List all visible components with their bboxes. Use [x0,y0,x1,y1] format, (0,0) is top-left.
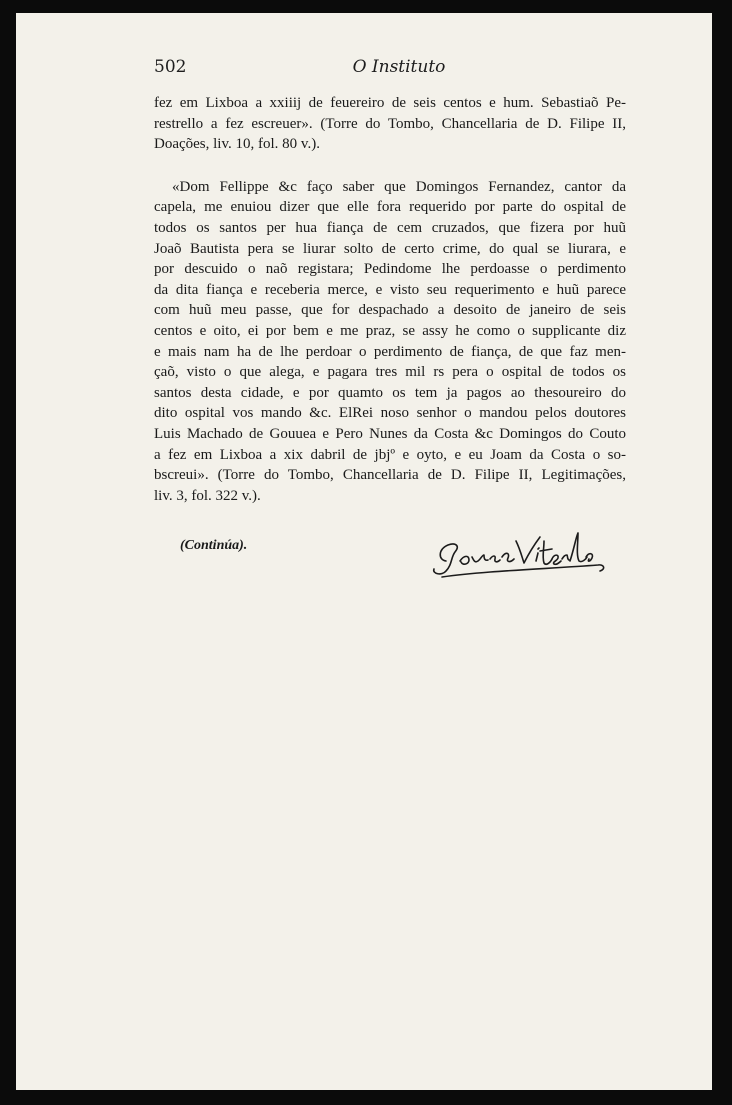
continua-note: (Continúa). [180,538,248,553]
text-line: por descuido o naõ registara; Pedindome lhe perdoasse o perdimento [154,261,626,278]
signature [424,527,614,585]
text-line: Luis Machado de Gouuea e Pero Nunes da Costa &c Domingos do Couto [154,425,626,442]
text-line: çaõ, visto o que alega, e pagara tres mil rs pera o ospital de todos os [154,364,626,381]
text-line: todos os santos per hua fiança de cem cruzados, que fizera por huũ [154,219,626,236]
text-line: Joaõ Bautista pera se liurar solto de certo crime, do qual se liurara, e [154,240,626,257]
text-line: da dita fiança e receberia merce, e visto seu requerimento e huũ parece [154,281,626,298]
text-line: liv. 3, fol. 322 v.). [154,487,261,504]
text-line: com huũ meu passe, que for despachado a desoito de janeiro de seis [154,302,626,319]
text-line: restrello a fez escreuer». (Torre do Tombo, Chancellaria de D. Filipe II, [154,115,626,132]
text-line: a fez em Lixboa a xix dabril de jbjº e oyto, e eu Joam da Costa o so- [154,446,626,463]
body-text [154,93,626,506]
running-title: O Instituto [352,57,446,77]
text-line: e mais nam ha de lhe perdoar o perdimento de fiança, de que faz men- [154,343,626,360]
text-line: Doações, liv. 10, fol. 80 v.). [154,136,320,153]
paragraph-gap [154,155,626,177]
page-number: 502 [154,57,187,77]
text-line: fez em Lixboa a xxiiij de feuereiro de seis centos e hum. Sebastiaõ Pe- [154,95,626,111]
text-line: bscreui». (Torre do Tombo, Chancellaria de D. Filipe II, Legitimações, [154,467,626,484]
text-line: dito ospital vos mando &c. ElRei noso senhor o mandou pelos doutores [154,405,626,422]
text-line: centos e oito, ei por bem e me praz, se assy he como o supplicante diz [154,322,626,339]
page [16,13,712,1090]
text-line: santos desta cidade, e por quamto os tem ja pagos ao thesoureiro do [154,384,626,401]
page-header [154,51,644,79]
text-line: capela, me enuiou dizer que elle fora requerido por parte do ospital de [154,199,626,216]
text-line: «Dom Fellippe &c faço saber que Domingos Fernandez, cantor da [172,178,626,195]
